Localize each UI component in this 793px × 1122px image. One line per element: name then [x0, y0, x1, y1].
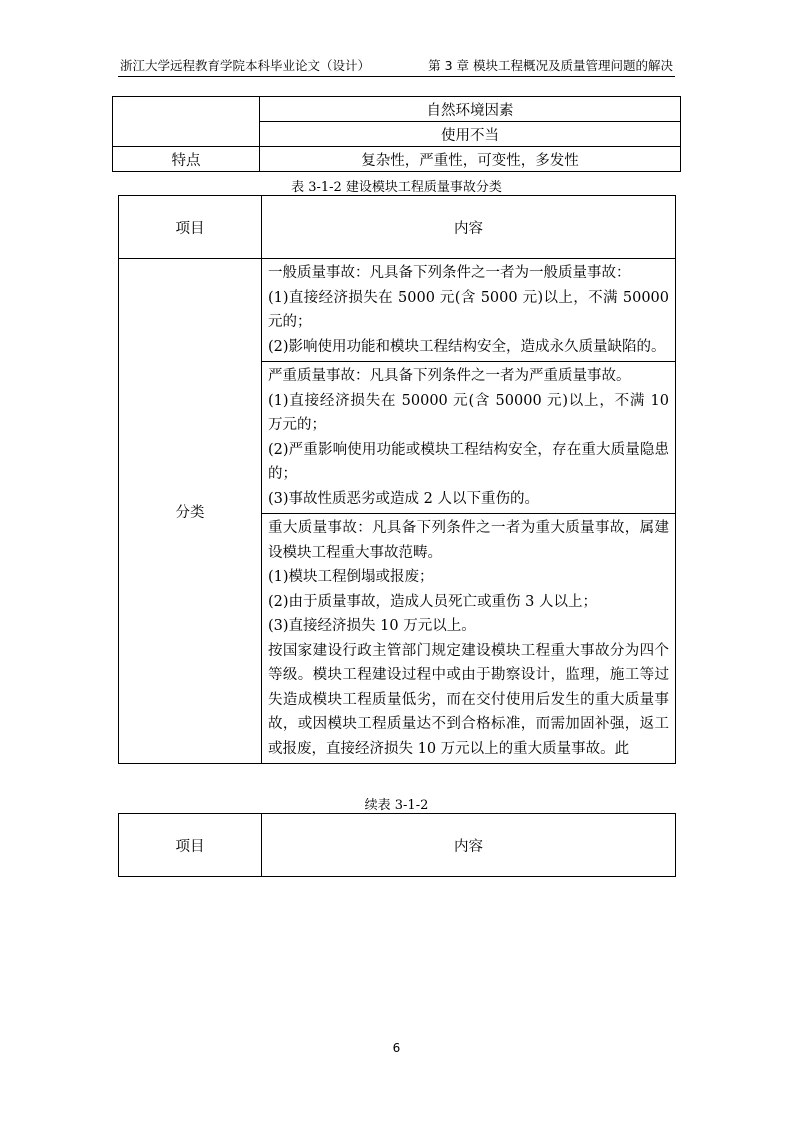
blank-cell: [113, 97, 260, 147]
factor-natural-environment: 自然环境因素: [260, 97, 681, 122]
general-line: (1)直接经济损失在 5000 元(含 5000 元)以上，不满 50000 元的；: [268, 289, 669, 330]
major-line: 重大质量事故：凡具备下列条件之一者为重大质量事故，属建设模块工程重大事故范畴。: [268, 520, 669, 561]
table-row: [113, 147, 681, 172]
table-row: [113, 97, 681, 122]
factors-table: [112, 96, 681, 172]
table-header-row: [119, 814, 676, 877]
header-thesis-title: 浙江大学远程教育学院本科毕业论文（设计）: [120, 58, 371, 73]
page-number: 6: [392, 1041, 401, 1055]
serious-line: (2)严重影响使用功能或模块工程结构安全，存在重大质量隐患的；: [268, 441, 669, 482]
general-line: (2)影响使用功能和模块工程结构安全，造成永久质量缺陷的。: [268, 338, 666, 355]
major-line: (2)由于质量事故，造成人员死亡或重伤 3 人以上；: [268, 593, 597, 610]
continued-table-caption: 续表 3-1-2: [364, 798, 429, 813]
characteristics-value: 复杂性，严重性，可变性，多发性: [260, 147, 681, 172]
characteristics-label: 特点: [113, 147, 260, 172]
serious-line: 严重质量事故：凡具备下列条件之一者为严重质量事故。: [268, 368, 631, 384]
serious-line: (1)直接经济损失在 50000 元(含 50000 元)以上，不满 10 万元的；: [268, 392, 669, 433]
category-label: 分类: [119, 259, 262, 764]
accident-classification-table: [118, 195, 676, 764]
table-row: [119, 259, 676, 362]
major-line: (3)直接经济损失 10 万元以上。: [268, 618, 476, 634]
general-line: 一般质量事故：凡具备下列条件之一者为一般质量事故：: [268, 265, 631, 281]
serious-line: (3)事故性质恶劣或造成 2 人以下重伤的。: [268, 490, 539, 507]
header-content: 内容: [262, 814, 676, 877]
header-content: 内容: [262, 196, 676, 259]
general-accident-cell: [262, 259, 676, 362]
header-item: 项目: [119, 196, 262, 259]
major-accident-cell: [262, 514, 676, 764]
header-item: 项目: [119, 814, 262, 877]
major-line: 按国家建设行政主管部门规定建设模块工程重大事故分为四个等级。模块工程建设过程中或由于勘察设计，监理，施工等过失造成模块工程质量低劣，而在交付使用后发生的重大质量事故，或因模块工程质量达不到合格标准，而需加固补强，返工或报废，直接经济损失 10 万元以上的重大质量事故。此: [268, 642, 669, 757]
table-header-row: [119, 196, 676, 259]
header-chapter-title: 第 3 章 模块工程概况及质量管理问题的解决: [428, 58, 673, 73]
serious-accident-cell: [262, 362, 676, 514]
continued-table: [118, 813, 676, 877]
factor-improper-use: 使用不当: [260, 122, 681, 147]
header-divider: [118, 76, 675, 77]
table-caption: 表 3-1-2 建设模块工程质量事故分类: [291, 180, 502, 195]
major-line: (1)模块工程倒塌或报废；: [268, 569, 434, 585]
